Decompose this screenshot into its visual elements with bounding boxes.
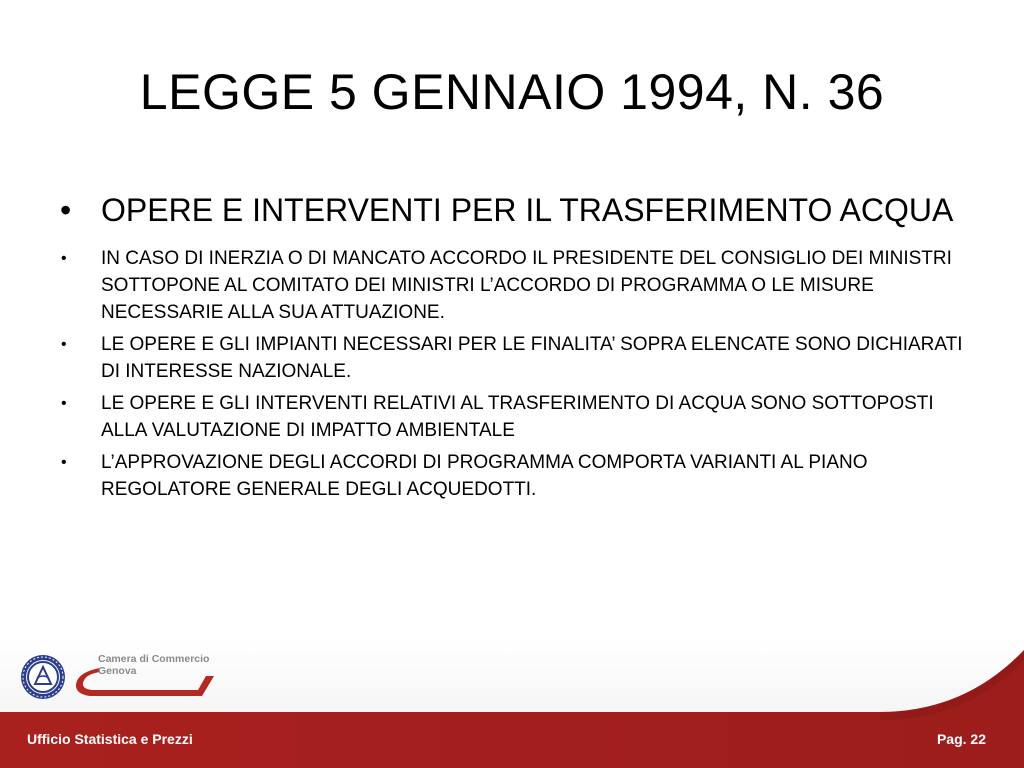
list-item	[57, 390, 977, 444]
slide-title: LEGGE 5 GENNAIO 1994, N. 36	[139, 64, 885, 120]
bullet-list	[57, 190, 977, 508]
bullet-text: LE OPERE E GLI IMPIANTI NECESSARI PER LE FINALITA’ SOPRA ELENCATE SONO DICHIARATI DI INTERESSE NAZIONALE.	[101, 334, 963, 382]
logo-line-1: Camera di Commercio	[98, 653, 210, 665]
logo-text	[98, 653, 209, 677]
bullet-text: LE OPERE E GLI INTERVENTI RELATIVI AL TRASFERIMENTO DI ACQUA SONO SOTTOPOSTI ALLA VALUTAZIONE DI IMPATTO AMBIENTALE	[101, 393, 934, 441]
bullet-marker: •	[61, 454, 67, 471]
emblem-icon	[20, 654, 66, 700]
bullet-text: L’APPROVAZIONE DEGLI ACCORDI DI PROGRAMMA COMPORTA VARIANTI AL PIANO REGOLATORE GENERALE DEGLI ACQUEDOTTI.	[101, 452, 868, 500]
list-item	[57, 245, 977, 326]
logo-line-2: Genova	[98, 665, 137, 677]
bullet-text: OPERE E INTERVENTI PER IL TRASFERIMENTO ACQUA	[101, 192, 954, 228]
page-number: Pag. 22	[936, 731, 986, 747]
list-item	[57, 331, 977, 385]
footer-office-label: Ufficio Statistica e Prezzi	[27, 731, 193, 747]
bullet-marker: •	[61, 250, 67, 267]
list-item	[57, 190, 977, 231]
bullet-marker: •	[60, 192, 72, 228]
bullet-marker: •	[61, 395, 67, 412]
bullet-marker: •	[61, 336, 67, 353]
bullet-text: IN CASO DI INERZIA O DI MANCATO ACCORDO IL PRESIDENTE DEL CONSIGLIO DEI MINISTRI SOTTOPONE AL COMITATO DEI MINISTRI L’ACCORDO DI PROGRAMMA O LE MISURE NECESSARIE ALLA SUA ATTUAZIONE.	[101, 248, 952, 323]
list-item	[57, 449, 977, 503]
